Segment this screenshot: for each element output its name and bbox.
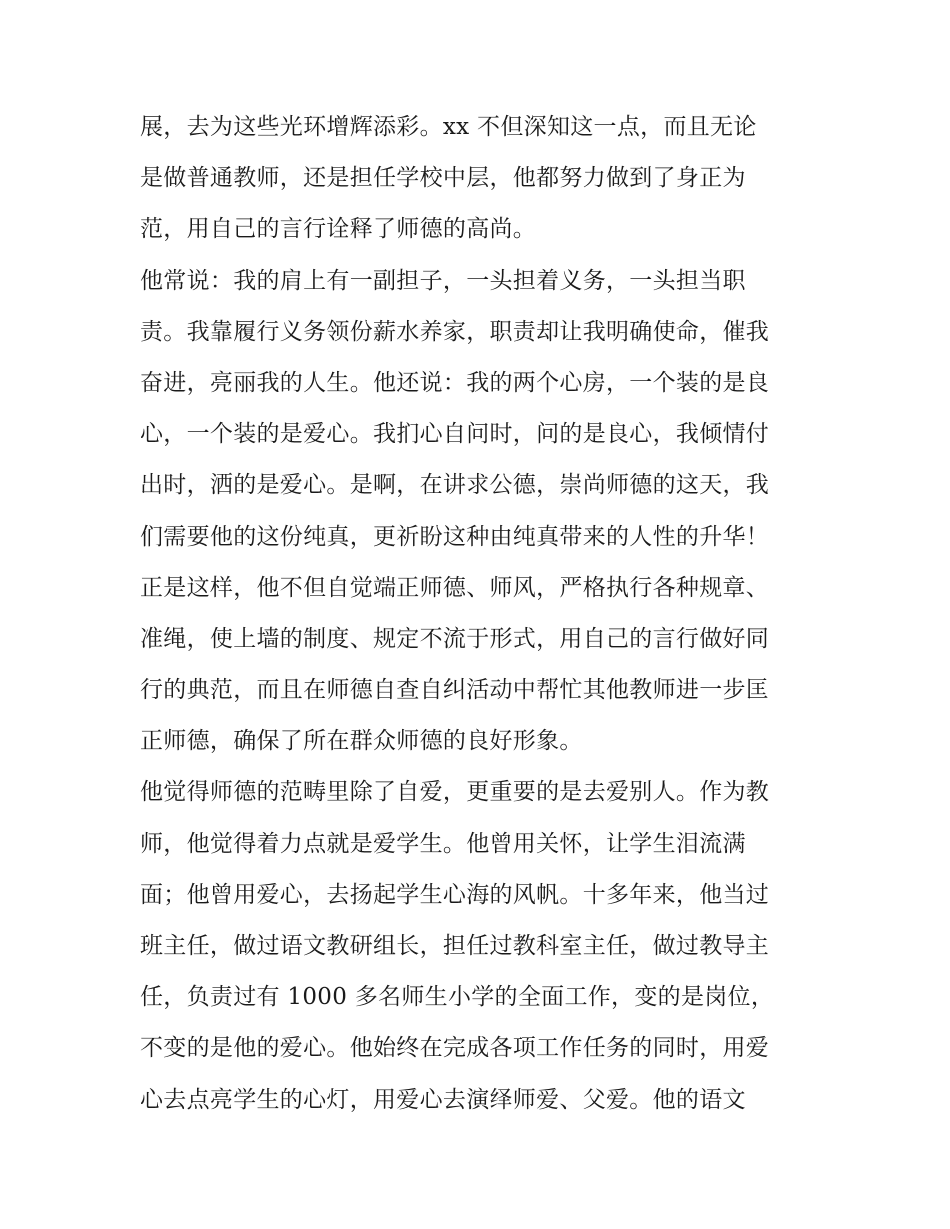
text-line: 奋进，亮丽我的人生。他还说：我的两个心房，一个装的是良 <box>140 369 770 396</box>
body-text <box>140 102 830 1126</box>
text-line: 他觉得师德的范畴里除了自爱，更重要的是去爱别人。作为教 <box>140 779 770 806</box>
text-line: 们需要他的这份纯真，更祈盼这种由纯真带来的人性的升华！ <box>140 523 770 550</box>
text-line: 心去点亮学生的心灯，用爱心去演绎师爱、父爱。他的语文 <box>140 1086 746 1113</box>
text-line: 面；他曾用爱心，去扬起学生心海的风帆。十多年来，他当过 <box>140 881 770 908</box>
text-line: 心，一个装的是爱心。我扪心自问时，问的是良心，我倾情付 <box>140 421 770 448</box>
text-line: 展，去为这些光环增辉添彩。xx 不但深知这一点，而且无论 <box>140 114 757 140</box>
text-line: 准绳，使上墙的制度、规定不流于形式，用自己的言行做好同 <box>140 625 770 652</box>
text-line: 班主任，做过语文教研组长，担任过教科室主任，做过教导主 <box>140 933 770 959</box>
text-line: 正师德，确保了所在群众师德的良好形象。 <box>140 728 583 755</box>
text-line: 正是这样，他不但自觉端正师德、师风，严格执行各种规章、 <box>140 574 770 601</box>
text-line: 范，用自己的言行诠释了师德的高尚。 <box>140 216 537 243</box>
text-line: 任，负责过有 1000 多名师生小学的全面工作，变的是岗位， <box>140 984 775 1011</box>
text-line: 师，他觉得着力点就是爱学生。他曾用关怀，让学生泪流满 <box>140 830 746 857</box>
text-line: 他常说：我的肩上有一副担子，一头担着义务，一头担当职 <box>140 267 746 294</box>
text-line: 行的典范，而且在师德自查自纠活动中帮忙其他教师进一步匡 <box>140 677 770 704</box>
text-line: 不变的是他的爱心。他始终在完成各项工作任务的同时，用爱 <box>140 1035 770 1062</box>
text-line: 是做普通教师，还是担任学校中层，他都努力做到了身正为 <box>140 165 746 192</box>
text-line: 责。我靠履行义务领份薪水养家，职责却让我明确使命，催我 <box>140 318 770 345</box>
text-line: 出时，洒的是爱心。是啊，在讲求公德，崇尚师德的这天，我 <box>140 472 770 499</box>
